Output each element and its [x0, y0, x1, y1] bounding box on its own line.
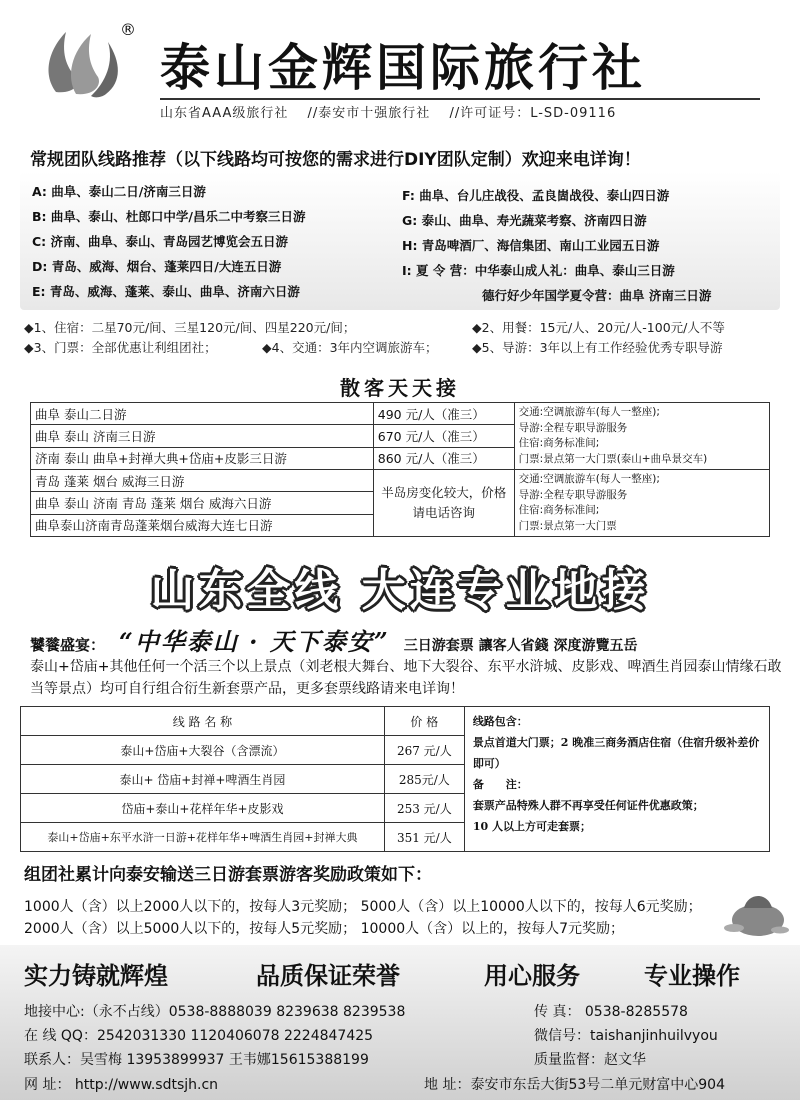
route-list-panel: [20, 172, 780, 310]
route-cell: 曲阜 泰山二日游: [31, 403, 374, 425]
route-item-g: G: 泰山、曲阜、寿光蔬菜考察、济南四日游: [402, 213, 647, 228]
route-item-e: E: 青岛、威海、蓬莱、泰山、曲阜、济南六日游: [32, 284, 300, 299]
table-header-row: [21, 707, 770, 736]
route-item-summer-camp: 德行好少年国学夏令营：曲阜 济南三日游: [482, 288, 712, 303]
info-line: 交通:空调旅游车(每人一整座);: [518, 406, 660, 418]
info-line: 备 注：: [472, 778, 528, 791]
price-cell: 860 元/人（准三）: [373, 447, 514, 469]
qq-text: 在 线 QQ：2542031330 1120406078 2224847425: [24, 1028, 374, 1044]
company-logo: [36, 22, 126, 102]
table-row: [31, 403, 770, 425]
reward-policy-line: 2000人（含）以上5000人以下的，按每人5元奖励； 10000人（含）以上的，按每人7元奖励；: [24, 921, 625, 937]
info-line: 交通:空调旅游车(每人一整座);: [518, 473, 660, 485]
tour-info-cell: [514, 403, 769, 470]
header-divider: [160, 98, 760, 100]
credential-license: //许可证号：L-SD-09116: [449, 106, 617, 121]
term-transport: ◆4、交通：3年内空调旅游车；: [262, 340, 438, 355]
route-cell: 曲阜 泰山 济南三日游: [31, 425, 374, 447]
info-line: 套票产品特殊人群不再享受任何证件优惠政策；: [472, 799, 704, 812]
package-price-cell: 267 元/人: [384, 736, 464, 765]
feast-line: [30, 622, 637, 657]
info-line: 门票:景点第一大门票: [518, 519, 617, 532]
reward-policy-line: 1000人（含）以上2000人以下的，按每人3元奖励； 5000人（含）以上10000人以下的，按每人6元奖励；: [24, 899, 702, 915]
price-cell: 490 元/人（准三）: [373, 403, 514, 425]
route-cell: 青岛 蓬莱 烟台 威海三日游: [31, 470, 374, 492]
term-guide: ◆5、导游：3年以上有工作经验优秀专职导游: [472, 340, 723, 355]
feast-label: 饕餮盛宴：: [30, 636, 106, 654]
column-header-price: 价 格: [384, 707, 464, 736]
daily-tours-table: [30, 402, 770, 537]
column-header-route: 线 路 名 称: [21, 707, 385, 736]
daily-tours-title: 散客天天接: [340, 376, 460, 400]
route-item-i: I: 夏 令 营：中华泰山成人礼：曲阜、泰山三日游: [402, 263, 675, 278]
price-cell: 670 元/人（准三）: [373, 425, 514, 447]
package-price-cell: 253 元/人: [384, 794, 464, 823]
tour-info-cell: [514, 470, 769, 537]
fax-text: 传 真： 0538-8285578: [534, 1004, 688, 1020]
package-name-cell: 泰山+岱庙+大裂谷（含漂流）: [21, 736, 385, 765]
package-info-cell: [464, 707, 769, 852]
info-line: 景点首道大门票；2 晚准三商务酒店住宿（住宿升级补差价即可）: [472, 736, 760, 770]
route-cell: 曲阜 泰山 济南 青岛 蓬莱 烟台 威海六日游: [31, 492, 374, 514]
table-row: [31, 470, 770, 492]
term-meals: ◆2、用餐：15元/人、20元/人-100元/人不等: [472, 320, 725, 335]
credential-rank: //泰安市十强旅行社: [307, 106, 431, 121]
info-line: 导游:全程专职导游服务: [518, 488, 628, 501]
route-item-f: F: 曲阜、台儿庄战役、孟良崮战役、泰山四日游: [402, 188, 670, 203]
info-line: 门票:景点第一大门票(泰山+曲阜景交车): [518, 452, 708, 465]
motto-2: 品质保证荣誉: [256, 961, 400, 990]
package-price-cell: 351 元/人: [384, 823, 464, 852]
route-headline: 常规团队线路推荐（以下线路均可按您的需求进行DIY团队定制）欢迎来电详询！: [30, 150, 641, 170]
package-name-cell: 岱庙+泰山+花样年华+皮影戏: [21, 794, 385, 823]
route-item-h: H: 青岛啤酒厂、海信集团、南山工业园五日游: [402, 238, 660, 253]
company-credentials: [160, 102, 760, 121]
term-tickets: ◆3、门票：全部优惠让利组团社；: [24, 340, 217, 355]
motto-4: 专业操作: [644, 961, 740, 990]
info-line: 线路包含：: [472, 715, 528, 728]
ground-service-banner: 山东全线 大连专业地接: [150, 565, 650, 616]
route-item-a: A: 曲阜、泰山二日/济南三日游: [32, 184, 206, 199]
info-line: 导游:全程专职导游服务: [518, 421, 628, 434]
wechat-text: 微信号：taishanjinhuilvyou: [534, 1028, 718, 1044]
route-item-c: C: 济南、曲阜、泰山、青岛园艺博览会五日游: [32, 234, 289, 249]
quality-supervisor: 质量监督：赵文华: [534, 1052, 646, 1068]
price-note-cell: 半岛房变化较大，价格请电话咨询: [373, 470, 514, 537]
contact-people: 联系人：吴雪梅 13953899937 王韦娜15615388199: [24, 1052, 369, 1068]
credential-grade: 山东省AAA级旅行社: [160, 106, 289, 121]
info-line: 10 人以上方可走套票；: [472, 820, 591, 833]
info-line: 住宿:商务标准间;: [518, 437, 600, 449]
money-bag-icon: [718, 878, 792, 938]
package-name-cell: 泰山+岱庙+东平水浒一日游+花样年华+啤酒生肖园+封禅大典: [21, 823, 385, 852]
route-item-d: D: 青岛、威海、烟台、蓬莱四日/大连五日游: [32, 259, 282, 274]
route-cell: 济南 泰山 曲阜+封禅大典+岱庙+皮影三日游: [31, 447, 374, 469]
motto-3: 用心服务: [484, 961, 580, 990]
company-name: 泰山金辉国际旅行社: [160, 38, 646, 97]
reward-policy-title: 组团社累计向泰安输送三日游套票游客奖励政策如下：: [24, 865, 432, 885]
package-price-cell: 285元/人: [384, 765, 464, 794]
address-text: 地 址：泰安市东岳大街53号二单元财富中心904: [424, 1077, 725, 1093]
motto-1: 实力铸就辉煌: [24, 961, 168, 990]
term-lodging: ◆1、住宿：二星70元/间、三星120元/间、四星220元/间；: [24, 320, 356, 335]
registered-mark: ®: [120, 20, 136, 39]
website-link[interactable]: 网 址： http://www.sdtsjh.cn: [24, 1077, 219, 1093]
feast-extra: 三日游套票 讓客人省錢 深度游覽五岳: [403, 638, 638, 654]
feast-slogan: “中华泰山 · 天下泰安”: [119, 627, 390, 656]
route-cell: 曲阜泰山济南青岛蓬莱烟台威海大连七日游: [31, 514, 374, 536]
combo-description: 泰山+岱庙+其他任何一个活三个以上景点（刘老根大舞台、地下大裂谷、东平水浒城、皮影戏、啤酒生肖园泰山情缘石敢当等景点）均可自行组合衍生新套票产品，更多套票线路请来电详询！: [30, 659, 782, 697]
hotline-text: 地接中心:（永不占线）0538-8888039 8239638 8239538: [24, 1004, 406, 1020]
route-item-b: B: 曲阜、泰山、杜郎口中学/昌乐二中考察三日游: [32, 209, 306, 224]
ticket-package-table: [20, 706, 770, 852]
info-line: 住宿:商务标准间;: [518, 504, 600, 516]
package-name-cell: 泰山+ 岱庙+封禅+啤酒生肖园: [21, 765, 385, 794]
